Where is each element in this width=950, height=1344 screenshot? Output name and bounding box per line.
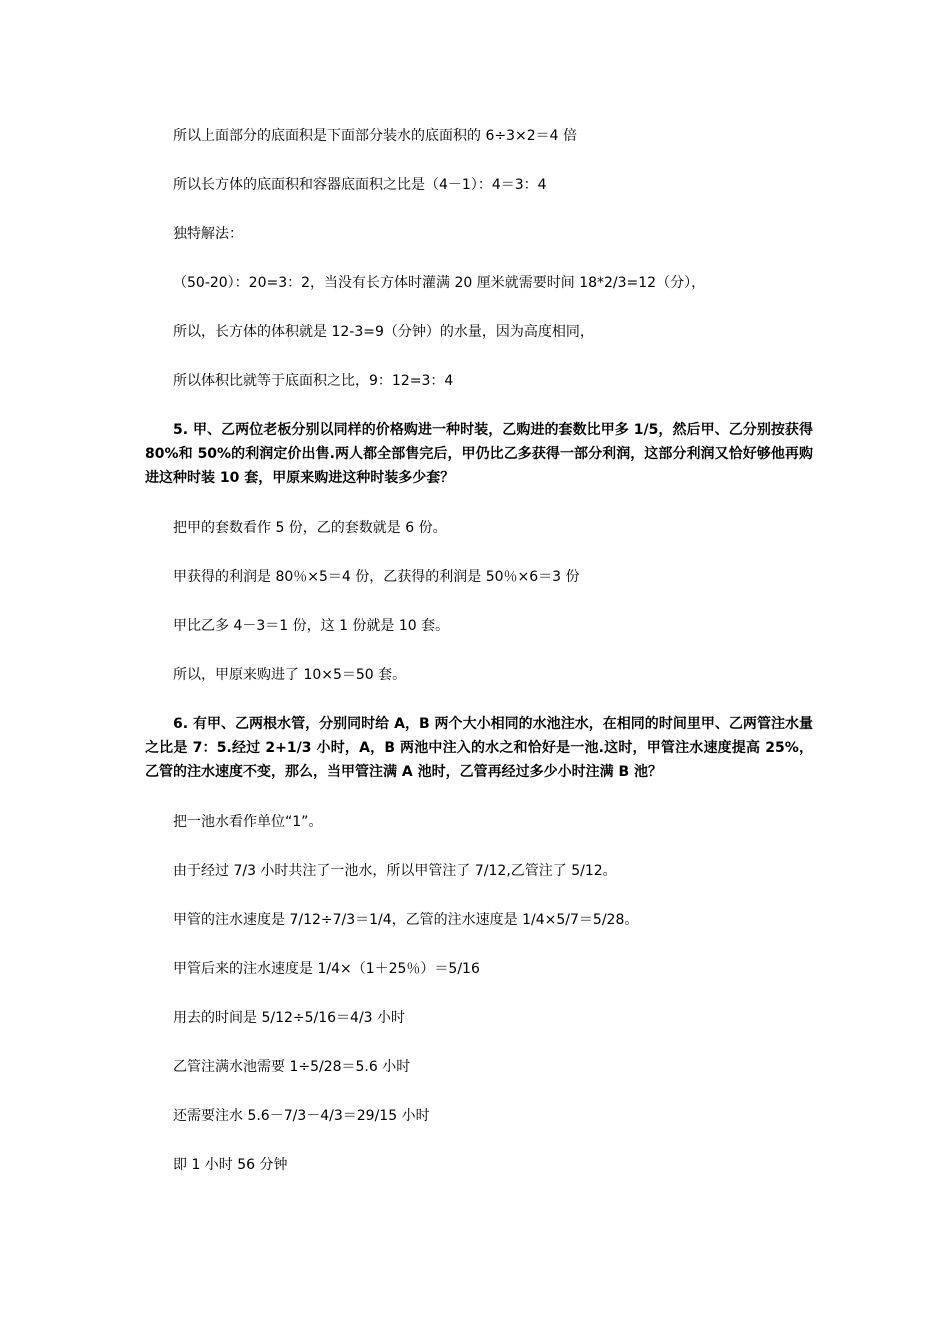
- solution-line: 所以，甲原来购进了 10×5＝50 套。: [173, 667, 407, 683]
- solution-line: 即 1 小时 56 分钟: [173, 1157, 288, 1173]
- solution-line: 把甲的套数看作 5 份，乙的套数就是 6 份。: [173, 520, 447, 536]
- solution-line: 把一池水看作单位“1”。: [173, 814, 323, 830]
- section-heading: 独特解法：: [173, 226, 243, 242]
- solution-line: 甲获得的利润是 80％×5＝4 份，乙获得的利润是 50％×6＝3 份: [173, 569, 580, 585]
- solution-line: 甲管的注水速度是 7/12÷7/3＝1/4，乙管的注水速度是 1/4×5/7＝5/28。: [173, 912, 639, 928]
- solution-line: 甲管后来的注水速度是 1/4×（1＋25％）＝5/16: [173, 961, 480, 977]
- solution-line: 所以体积比就等于底面积之比，9：12=3：4: [173, 373, 454, 389]
- solution-line: 甲比乙多 4－3＝1 份，这 1 份就是 10 套。: [173, 618, 450, 634]
- solution-line: 所以上面部分的底面积是下面部分装水的底面积的 6÷3×2＝4 倍: [173, 128, 577, 144]
- solution-line: 由于经过 7/3 小时共注了一池水，所以甲管注了 7/12,乙管注了 5/12。: [173, 863, 617, 879]
- solution-line: 乙管注满水池需要 1÷5/28＝5.6 小时: [173, 1059, 411, 1075]
- solution-line: 所以长方体的底面积和容器底面积之比是（4－1）：4＝3：4: [173, 177, 547, 193]
- solution-line: 用去的时间是 5/12÷5/16＝4/3 小时: [173, 1010, 406, 1026]
- solution-line: 还需要注水 5.6－7/3－4/3＝29/15 小时: [173, 1108, 430, 1124]
- solution-line: 所以，长方体的体积就是 12-3=9（分钟）的水量，因为高度相同，: [173, 324, 594, 340]
- solution-line: （50-20）：20=3：2，当没有长方体时灌满 20 厘米就需要时间 18*2/3=12（分），: [173, 275, 706, 291]
- problem-5-statement: 5. 甲、乙两位老板分别以同样的价格购进一种时装，乙购进的套数比甲多 1/5，然后甲、乙分别按获得 80%和 50%的利润定价出售.两人都全部售完后，甲仍比乙多获得一部分利润，这部分利润又恰好够他再购进这种时装 10 套，甲原来购进这种时装多少套？: [145, 422, 813, 486]
- problem-6-statement: 6. 有甲、乙两根水管，分别同时给 A，B 两个大小相同的水池注水，在相同的时间里甲、乙两管注水量之比是 7：5.经过 2+1/3 小时，A，B 两池中注入的水之和恰好是一池.这时，甲管注水速度提高 25%，乙管的注水速度不变，那么，当甲管注满 A 池时，乙管再经过多少小时注满 B 池？: [145, 716, 813, 780]
